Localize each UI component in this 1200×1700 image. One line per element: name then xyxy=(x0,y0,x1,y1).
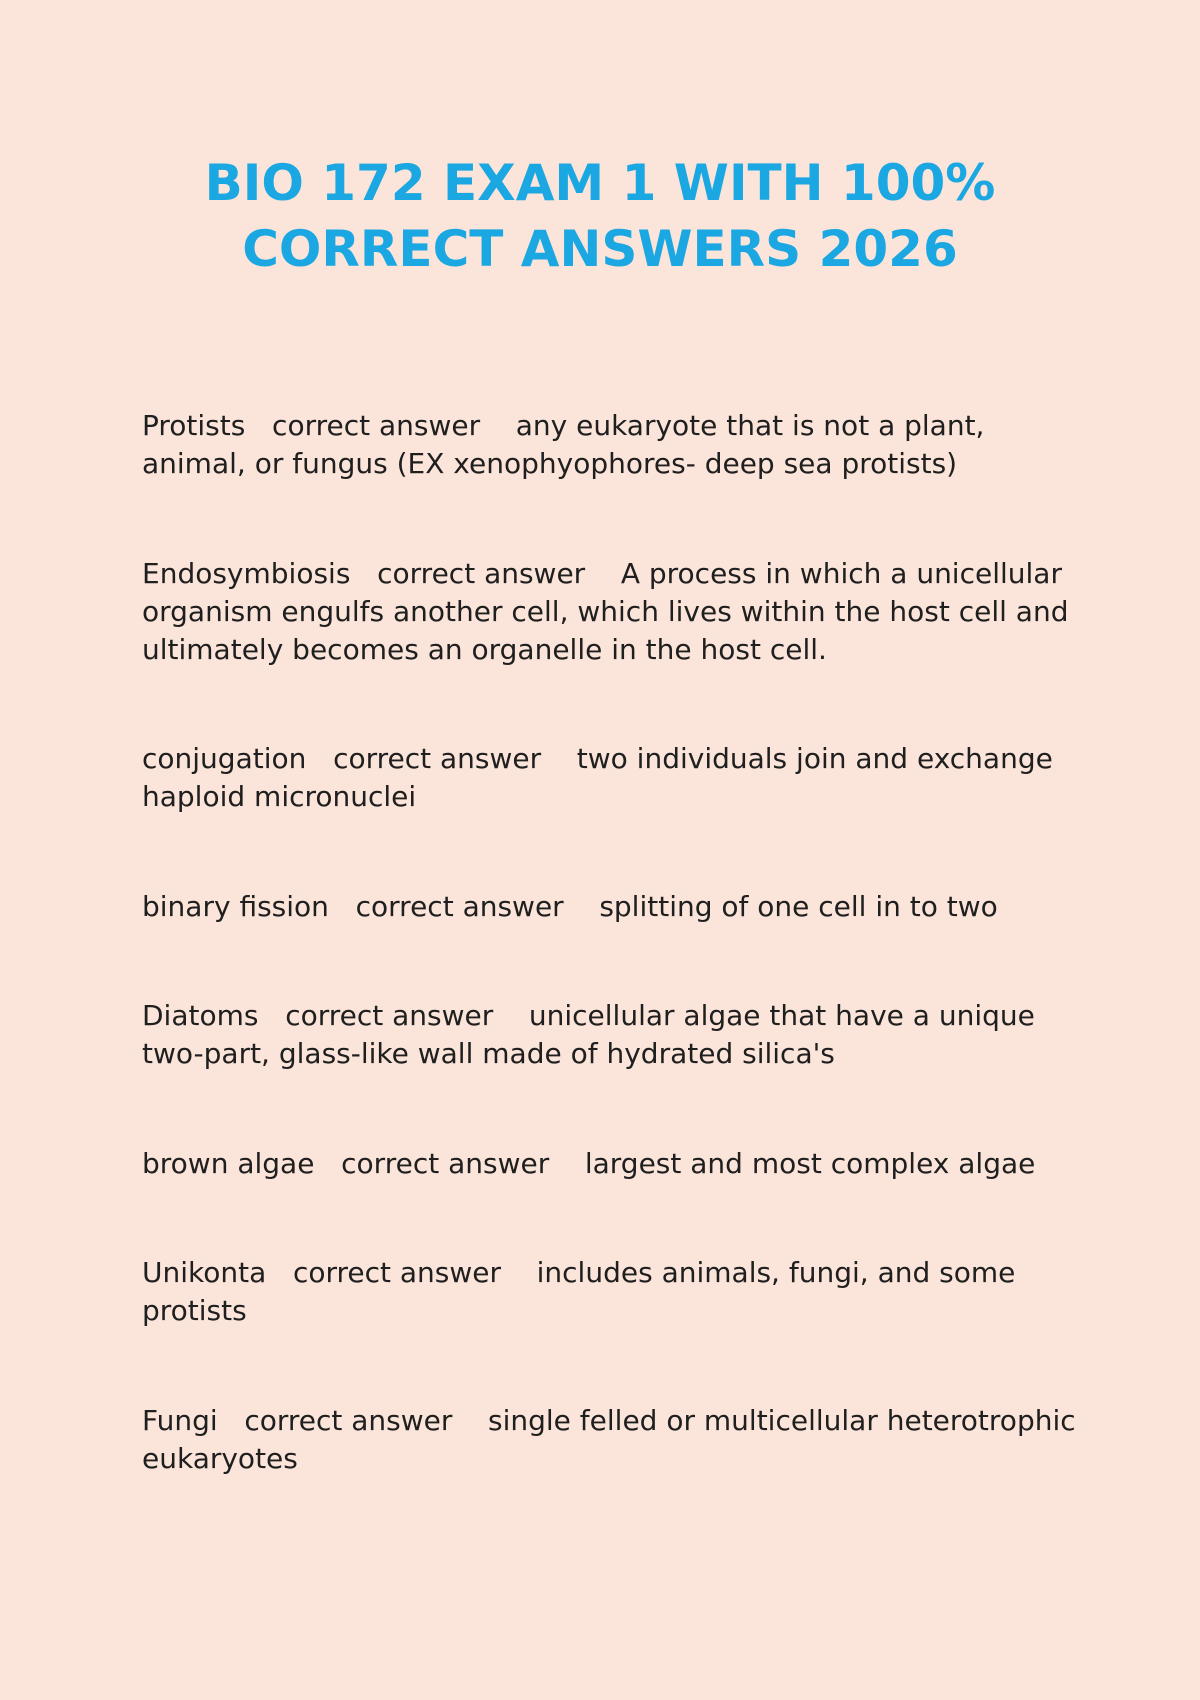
entry-definition: A process in which a unicellular organism engulfs another cell, which lives within the host cell and ultimately becomes an organelle in the host cell. xyxy=(142,557,1069,666)
entry-definition: includes animals, fungi, and some protists xyxy=(142,1256,1016,1327)
entry-term: Fungi xyxy=(142,1404,218,1437)
entry-separator: correct answer xyxy=(333,742,542,775)
entry-definition: single felled or multicellular heterotrophic eukaryotes xyxy=(142,1404,1076,1475)
flashcard-entry xyxy=(142,1402,1082,1478)
title-line-1: BIO 172 EXAM 1 WITH 100% xyxy=(204,154,996,212)
entry-separator: correct answer xyxy=(272,409,481,442)
entry-term: binary fission xyxy=(142,890,329,923)
entry-separator: correct answer xyxy=(341,1147,550,1180)
entry-separator: correct answer xyxy=(377,557,586,590)
entry-term: Diatoms xyxy=(142,999,259,1032)
entry-term: Unikonta xyxy=(142,1256,267,1289)
entry-term: conjugation xyxy=(142,742,307,775)
entry-separator: correct answer xyxy=(355,890,564,923)
entry-separator: correct answer xyxy=(292,1256,502,1289)
entry-definition: largest and most complex algae xyxy=(584,1147,1036,1180)
entry-definition: two individuals join and exchange haploid micronuclei xyxy=(142,742,1053,813)
entry-separator: correct answer xyxy=(244,1404,453,1437)
flashcard-entry xyxy=(142,555,1082,669)
entry-definition: splitting of one cell in to two xyxy=(599,890,998,923)
entry-definition: any eukaryote that is not a plant, animal, or fungus (EX xenophyophores- deep sea protists) xyxy=(142,409,985,480)
flashcard-entry xyxy=(142,740,1082,816)
flashcard-entry xyxy=(142,888,1082,926)
flashcard-entry xyxy=(142,1254,1082,1330)
title-line-2: CORRECT ANSWERS 2026 xyxy=(242,220,958,278)
entry-term: brown algae xyxy=(142,1147,315,1180)
entry-term: Endosymbiosis xyxy=(142,557,351,590)
flashcard-entry xyxy=(142,1145,1082,1183)
document-title xyxy=(0,150,1200,282)
flashcard-entry xyxy=(142,997,1082,1073)
entry-term: Protists xyxy=(142,409,246,442)
flashcard-entry xyxy=(142,407,1082,483)
entry-definition: unicellular algae that have a unique two-part, glass-like wall made of hydrated silica's xyxy=(142,999,1035,1070)
entry-separator: correct answer xyxy=(285,999,494,1032)
